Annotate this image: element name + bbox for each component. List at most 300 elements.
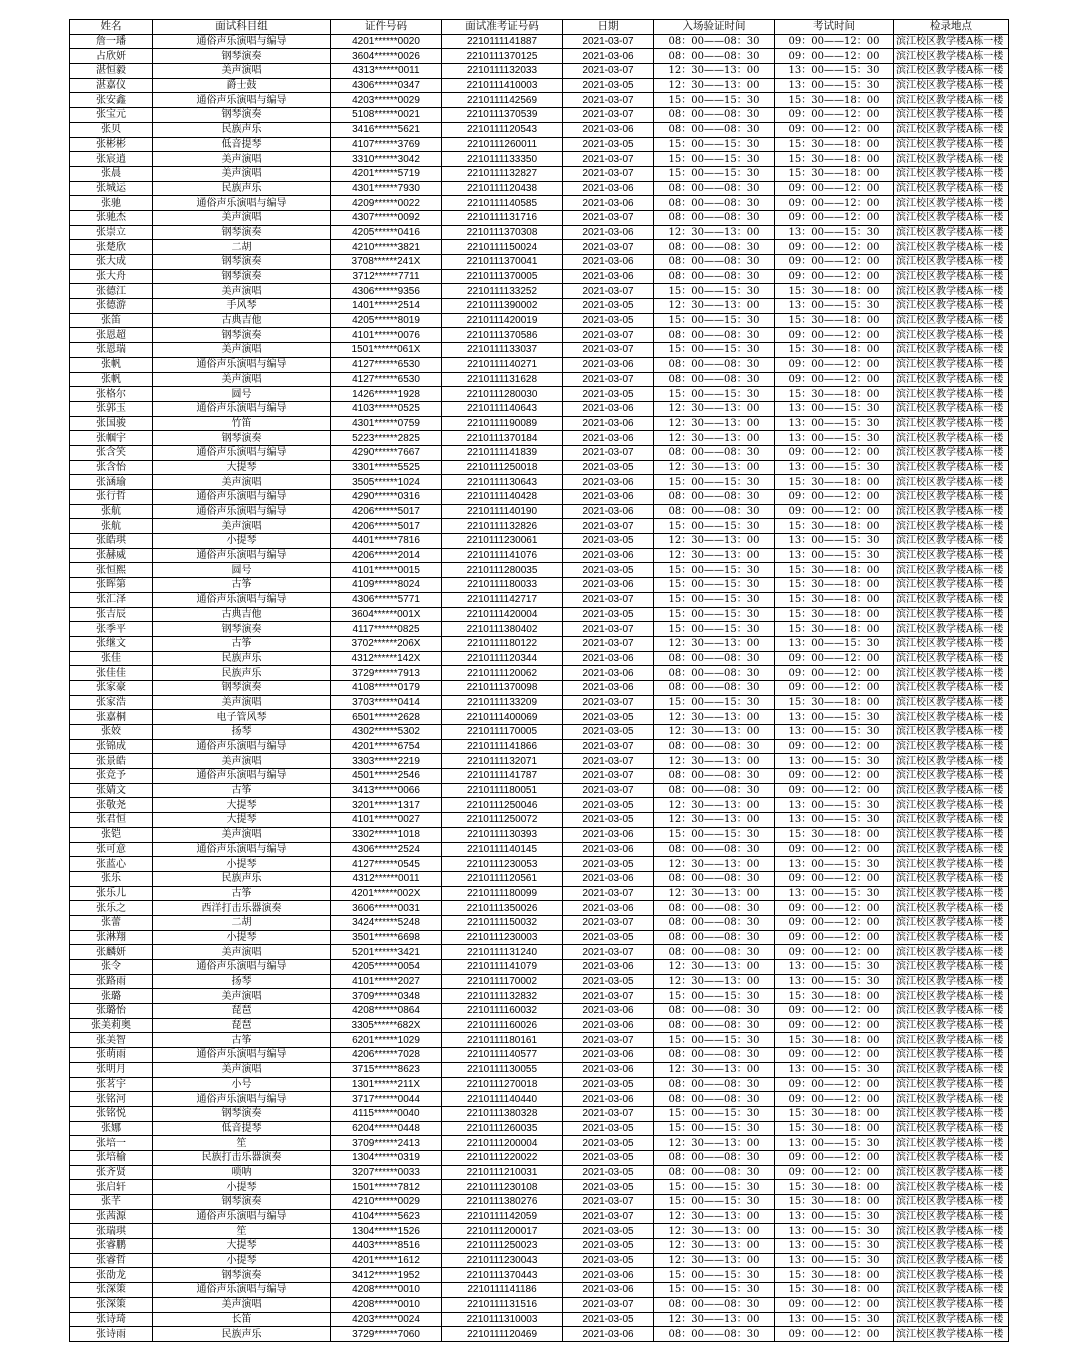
table-row	[70, 548, 1009, 563]
subject-cell: 民族打击乐器演奏	[153, 1150, 331, 1165]
subject-cell: 古筝	[153, 636, 331, 651]
table-row	[70, 1180, 1009, 1195]
exam-time-cell: 09：00——12：00	[775, 651, 894, 666]
ticket-number-cell: 2210111420004	[442, 607, 563, 622]
table-row	[70, 1092, 1009, 1107]
exam-time-cell: 13：00——15：30	[775, 64, 894, 79]
exam-time-cell: 13：00——15：30	[775, 1062, 894, 1077]
ticket-number-cell: 2210111132071	[442, 754, 563, 769]
exam-time-cell: 13：00——15：30	[775, 1312, 894, 1327]
table-row	[70, 152, 1009, 167]
table-row	[70, 607, 1009, 622]
location-cell: 滨江校区教学楼A栋一楼	[894, 122, 1009, 137]
date-cell: 2021-03-06	[563, 960, 654, 975]
date-cell: 2021-03-05	[563, 460, 654, 475]
exam-time-cell: 15：30——18：00	[775, 592, 894, 607]
name-cell: 张璐怡	[70, 1004, 153, 1019]
entry-time-cell: 15：00——15：30	[654, 578, 775, 593]
location-cell: 滨江校区教学楼A栋一楼	[894, 769, 1009, 784]
date-cell: 2021-03-07	[563, 783, 654, 798]
ticket-number-cell: 2210111140585	[442, 196, 563, 211]
entry-time-cell: 12：30——13：00	[654, 1224, 775, 1239]
name-cell: 张启轩	[70, 1180, 153, 1195]
id-number-cell: 4127******6530	[331, 372, 442, 387]
table-row	[70, 1150, 1009, 1165]
entry-time-cell: 15：00——15：30	[654, 1033, 775, 1048]
id-number-cell: 4205******0054	[331, 960, 442, 975]
exam-time-cell: 15：30——18：00	[775, 1268, 894, 1283]
name-cell: 张乐	[70, 871, 153, 886]
name-cell: 张航	[70, 519, 153, 534]
location-cell: 滨江校区教学楼A栋一楼	[894, 1136, 1009, 1151]
exam-time-cell: 13：00——15：30	[775, 78, 894, 93]
ticket-number-cell: 2210111120561	[442, 871, 563, 886]
id-number-cell: 4127******6530	[331, 357, 442, 372]
name-cell: 詹一璠	[70, 34, 153, 49]
location-cell: 滨江校区教学楼A栋一楼	[894, 622, 1009, 637]
subject-cell: 美声演唱	[153, 1062, 331, 1077]
name-cell: 张铭悦	[70, 1106, 153, 1121]
entry-time-cell: 08：00——08：30	[654, 372, 775, 387]
location-cell: 滨江校区教学楼A栋一楼	[894, 989, 1009, 1004]
name-cell: 张麟妍	[70, 945, 153, 960]
date-cell: 2021-03-06	[563, 666, 654, 681]
location-cell: 滨江校区教学楼A栋一楼	[894, 1268, 1009, 1283]
exam-time-cell: 15：30——18：00	[775, 313, 894, 328]
ticket-number-cell: 2210111250046	[442, 798, 563, 813]
subject-cell: 笙	[153, 1136, 331, 1151]
subject-cell: 唢呐	[153, 1165, 331, 1180]
table-row	[70, 1004, 1009, 1019]
ticket-number-cell: 2210111350026	[442, 901, 563, 916]
exam-time-cell: 13：00——15：30	[775, 299, 894, 314]
exam-time-cell: 09：00——12：00	[775, 445, 894, 460]
subject-cell: 钢琴演奏	[153, 431, 331, 446]
exam-time-cell: 09：00——12：00	[775, 240, 894, 255]
exam-time-cell: 15：30——18：00	[775, 989, 894, 1004]
location-cell: 滨江校区教学楼A栋一楼	[894, 196, 1009, 211]
entry-time-cell: 15：00——15：30	[654, 313, 775, 328]
location-cell: 滨江校区教学楼A栋一楼	[894, 490, 1009, 505]
entry-time-cell: 15：00——15：30	[654, 1106, 775, 1121]
location-cell: 滨江校区教学楼A栋一楼	[894, 1092, 1009, 1107]
date-cell: 2021-03-06	[563, 1018, 654, 1033]
ticket-number-cell: 2210111132832	[442, 989, 563, 1004]
name-cell: 张姣	[70, 725, 153, 740]
header-exam-time: 考试时间	[775, 20, 894, 35]
date-cell: 2021-03-05	[563, 813, 654, 828]
table-row	[70, 431, 1009, 446]
entry-time-cell: 12：30——13：00	[654, 225, 775, 240]
subject-cell: 古筝	[153, 886, 331, 901]
id-number-cell: 3501******6698	[331, 930, 442, 945]
location-cell: 滨江校区教学楼A栋一楼	[894, 739, 1009, 754]
ticket-number-cell: 2210111380276	[442, 1195, 563, 1210]
id-number-cell: 3201******1317	[331, 798, 442, 813]
entry-time-cell: 12：30——13：00	[654, 813, 775, 828]
exam-time-cell: 09：00——12：00	[775, 34, 894, 49]
table-row	[70, 1121, 1009, 1136]
id-number-cell: 4206******5017	[331, 504, 442, 519]
subject-cell: 小提琴	[153, 930, 331, 945]
date-cell: 2021-03-07	[563, 34, 654, 49]
id-number-cell: 3416******5621	[331, 122, 442, 137]
date-cell: 2021-03-06	[563, 122, 654, 137]
entry-time-cell: 08：00——08：30	[654, 945, 775, 960]
date-cell: 2021-03-06	[563, 901, 654, 916]
ticket-number-cell: 2210111120469	[442, 1327, 563, 1342]
location-cell: 滨江校区教学楼A栋一楼	[894, 636, 1009, 651]
date-cell: 2021-03-07	[563, 152, 654, 167]
id-number-cell: 3305******682X	[331, 1018, 442, 1033]
date-cell: 2021-03-07	[563, 93, 654, 108]
ticket-number-cell: 2210111220022	[442, 1150, 563, 1165]
exam-time-cell: 13：00——15：30	[775, 813, 894, 828]
location-cell: 滨江校区教学楼A栋一楼	[894, 1239, 1009, 1254]
location-cell: 滨江校区教学楼A栋一楼	[894, 1312, 1009, 1327]
entry-time-cell: 12：30——13：00	[654, 710, 775, 725]
name-cell: 张崇立	[70, 225, 153, 240]
exam-time-cell: 15：30——18：00	[775, 695, 894, 710]
location-cell: 滨江校区教学楼A栋一楼	[894, 299, 1009, 314]
name-cell: 张瑞琪	[70, 1224, 153, 1239]
exam-time-cell: 15：30——18：00	[775, 152, 894, 167]
date-cell: 2021-03-07	[563, 372, 654, 387]
name-cell: 张郭玉	[70, 401, 153, 416]
id-number-cell: 1501******7812	[331, 1180, 442, 1195]
exam-time-cell: 09：00——12：00	[775, 108, 894, 123]
table-row	[70, 519, 1009, 534]
ticket-number-cell: 2210111141076	[442, 548, 563, 563]
table-row	[70, 960, 1009, 975]
id-number-cell: 1301******211X	[331, 1077, 442, 1092]
ticket-number-cell: 2210111141866	[442, 739, 563, 754]
name-cell: 张敬尧	[70, 798, 153, 813]
ticket-number-cell: 2210111270018	[442, 1077, 563, 1092]
id-number-cell: 6501******2628	[331, 710, 442, 725]
id-number-cell: 6201******1029	[331, 1033, 442, 1048]
exam-time-cell: 09：00——12：00	[775, 930, 894, 945]
entry-time-cell: 12：30——13：00	[654, 78, 775, 93]
location-cell: 滨江校区教学楼A栋一楼	[894, 725, 1009, 740]
id-number-cell: 3606******0031	[331, 901, 442, 916]
subject-cell: 笙	[153, 1224, 331, 1239]
date-cell: 2021-03-05	[563, 534, 654, 549]
date-cell: 2021-03-07	[563, 915, 654, 930]
date-cell: 2021-03-06	[563, 680, 654, 695]
id-number-cell: 3703******0414	[331, 695, 442, 710]
exam-time-cell: 13：00——15：30	[775, 1136, 894, 1151]
exam-time-cell: 13：00——15：30	[775, 710, 894, 725]
subject-cell: 美声演唱	[153, 1297, 331, 1312]
id-number-cell: 4290******0316	[331, 490, 442, 505]
table-row	[70, 725, 1009, 740]
subject-cell: 通俗声乐演唱与编导	[153, 1092, 331, 1107]
name-cell: 张深策	[70, 1283, 153, 1298]
table-row	[70, 49, 1009, 64]
exam-time-cell: 09：00——12：00	[775, 680, 894, 695]
subject-cell: 钢琴演奏	[153, 622, 331, 637]
id-number-cell: 3303******2219	[331, 754, 442, 769]
entry-time-cell: 12：30——13：00	[654, 460, 775, 475]
table-row	[70, 1327, 1009, 1342]
table-row	[70, 240, 1009, 255]
subject-cell: 扬琴	[153, 974, 331, 989]
ticket-number-cell: 2210111133209	[442, 695, 563, 710]
entry-time-cell: 12：30——13：00	[654, 534, 775, 549]
exam-time-cell: 09：00——12：00	[775, 181, 894, 196]
exam-time-cell: 13：00——15：30	[775, 725, 894, 740]
header-date: 日期	[563, 20, 654, 35]
id-number-cell: 4290******7667	[331, 445, 442, 460]
table-row	[70, 225, 1009, 240]
entry-time-cell: 08：00——08：30	[654, 328, 775, 343]
date-cell: 2021-03-06	[563, 196, 654, 211]
table-row	[70, 901, 1009, 916]
subject-cell: 美声演唱	[153, 989, 331, 1004]
date-cell: 2021-03-05	[563, 1165, 654, 1180]
table-row	[70, 93, 1009, 108]
date-cell: 2021-03-06	[563, 1283, 654, 1298]
name-cell: 张城运	[70, 181, 153, 196]
location-cell: 滨江校区教学楼A栋一楼	[894, 284, 1009, 299]
entry-time-cell: 15：00——15：30	[654, 1283, 775, 1298]
table-row	[70, 416, 1009, 431]
location-cell: 滨江校区教学楼A栋一楼	[894, 240, 1009, 255]
name-cell: 张茜源	[70, 1209, 153, 1224]
subject-cell: 长笛	[153, 1312, 331, 1327]
ticket-number-cell: 2210111410003	[442, 78, 563, 93]
name-cell: 张明月	[70, 1062, 153, 1077]
location-cell: 滨江校区教学楼A栋一楼	[894, 842, 1009, 857]
name-cell: 张彬彬	[70, 137, 153, 152]
entry-time-cell: 15：00——15：30	[654, 166, 775, 181]
location-cell: 滨江校区教学楼A栋一楼	[894, 210, 1009, 225]
table-row	[70, 284, 1009, 299]
table-row	[70, 401, 1009, 416]
date-cell: 2021-03-06	[563, 827, 654, 842]
entry-time-cell: 08：00——08：30	[654, 901, 775, 916]
exam-time-cell: 09：00——12：00	[775, 372, 894, 387]
ticket-number-cell: 2210111260011	[442, 137, 563, 152]
location-cell: 滨江校区教学楼A栋一楼	[894, 137, 1009, 152]
name-cell: 张齐贤	[70, 1165, 153, 1180]
date-cell: 2021-03-05	[563, 1253, 654, 1268]
id-number-cell: 3717******0044	[331, 1092, 442, 1107]
name-cell: 张令	[70, 960, 153, 975]
date-cell: 2021-03-05	[563, 1136, 654, 1151]
table-row	[70, 592, 1009, 607]
entry-time-cell: 08：00——08：30	[654, 1150, 775, 1165]
location-cell: 滨江校区教学楼A栋一楼	[894, 152, 1009, 167]
location-cell: 滨江校区教学楼A栋一楼	[894, 1327, 1009, 1342]
id-number-cell: 5108******0021	[331, 108, 442, 123]
id-number-cell: 3207******0033	[331, 1165, 442, 1180]
id-number-cell: 3301******5525	[331, 460, 442, 475]
name-cell: 张佳佳	[70, 666, 153, 681]
date-cell: 2021-03-06	[563, 1004, 654, 1019]
ticket-number-cell: 2210111180161	[442, 1033, 563, 1048]
date-cell: 2021-03-07	[563, 284, 654, 299]
ticket-number-cell: 2210111250023	[442, 1239, 563, 1254]
location-cell: 滨江校区教学楼A栋一楼	[894, 1195, 1009, 1210]
entry-time-cell: 08：00——08：30	[654, 1297, 775, 1312]
subject-cell: 钢琴演奏	[153, 328, 331, 343]
name-cell: 张培榆	[70, 1150, 153, 1165]
name-cell: 张家豪	[70, 680, 153, 695]
table-row	[70, 857, 1009, 872]
table-row	[70, 739, 1009, 754]
exam-time-cell: 13：00——15：30	[775, 225, 894, 240]
subject-cell: 古典吉他	[153, 313, 331, 328]
subject-cell: 古筝	[153, 578, 331, 593]
entry-time-cell: 08：00——08：30	[654, 739, 775, 754]
exam-time-cell: 09：00——12：00	[775, 210, 894, 225]
location-cell: 滨江校区教学楼A栋一楼	[894, 680, 1009, 695]
exam-time-cell: 13：00——15：30	[775, 857, 894, 872]
name-cell: 张佳	[70, 651, 153, 666]
entry-time-cell: 12：30——13：00	[654, 1062, 775, 1077]
entry-time-cell: 12：30——13：00	[654, 857, 775, 872]
date-cell: 2021-03-05	[563, 299, 654, 314]
ticket-number-cell: 2210111190089	[442, 416, 563, 431]
ticket-number-cell: 2210111131240	[442, 945, 563, 960]
location-cell: 滨江校区教学楼A栋一楼	[894, 255, 1009, 270]
table-row	[70, 196, 1009, 211]
subject-cell: 琵琶	[153, 1018, 331, 1033]
entry-time-cell: 15：00——15：30	[654, 827, 775, 842]
date-cell: 2021-03-07	[563, 328, 654, 343]
name-cell: 张君恒	[70, 813, 153, 828]
subject-cell: 民族声乐	[153, 1327, 331, 1342]
entry-time-cell: 12：30——13：00	[654, 1136, 775, 1151]
exam-time-cell: 09：00——12：00	[775, 1327, 894, 1342]
exam-time-cell: 15：30——18：00	[775, 343, 894, 358]
name-cell: 张晖第	[70, 578, 153, 593]
location-cell: 滨江校区教学楼A栋一楼	[894, 695, 1009, 710]
table-row	[70, 915, 1009, 930]
ticket-number-cell: 2210111141186	[442, 1283, 563, 1298]
location-cell: 滨江校区教学楼A栋一楼	[894, 166, 1009, 181]
date-cell: 2021-03-07	[563, 769, 654, 784]
date-cell: 2021-03-06	[563, 357, 654, 372]
id-number-cell: 3604******0026	[331, 49, 442, 64]
ticket-number-cell: 2210111180051	[442, 783, 563, 798]
table-row	[70, 974, 1009, 989]
name-cell: 张赫威	[70, 548, 153, 563]
subject-cell: 通俗声乐演唱与编导	[153, 739, 331, 754]
name-cell: 张汇泽	[70, 592, 153, 607]
location-cell: 滨江校区教学楼A栋一楼	[894, 108, 1009, 123]
name-cell: 张竞予	[70, 769, 153, 784]
date-cell: 2021-03-07	[563, 1297, 654, 1312]
date-cell: 2021-03-05	[563, 974, 654, 989]
table-row	[70, 445, 1009, 460]
entry-time-cell: 08：00——08：30	[654, 1327, 775, 1342]
date-cell: 2021-03-05	[563, 725, 654, 740]
ticket-number-cell: 2210111131516	[442, 1297, 563, 1312]
date-cell: 2021-03-07	[563, 343, 654, 358]
table-row	[70, 651, 1009, 666]
table-row	[70, 34, 1009, 49]
exam-time-cell: 09：00——12：00	[775, 1048, 894, 1063]
location-cell: 滨江校区教学楼A栋一楼	[894, 857, 1009, 872]
name-cell: 张大成	[70, 255, 153, 270]
ticket-number-cell: 2210111142717	[442, 592, 563, 607]
exam-time-cell: 13：00——15：30	[775, 798, 894, 813]
name-cell: 张嘉桐	[70, 710, 153, 725]
location-cell: 滨江校区教学楼A栋一楼	[894, 1224, 1009, 1239]
date-cell: 2021-03-05	[563, 78, 654, 93]
subject-cell: 美声演唱	[153, 152, 331, 167]
entry-time-cell: 08：00——08：30	[654, 930, 775, 945]
date-cell: 2021-03-06	[563, 401, 654, 416]
table-row	[70, 1018, 1009, 1033]
ticket-number-cell: 2210111180122	[442, 636, 563, 651]
subject-cell: 琵琶	[153, 1004, 331, 1019]
subject-cell: 通俗声乐演唱与编导	[153, 93, 331, 108]
date-cell: 2021-03-07	[563, 1195, 654, 1210]
exam-time-cell: 13：00——15：30	[775, 534, 894, 549]
name-cell: 张恩瑞	[70, 343, 153, 358]
name-cell: 张铠	[70, 827, 153, 842]
date-cell: 2021-03-05	[563, 930, 654, 945]
name-cell: 张劭龙	[70, 1268, 153, 1283]
entry-time-cell: 08：00——08：30	[654, 680, 775, 695]
id-number-cell: 4201******6754	[331, 739, 442, 754]
ticket-number-cell: 2210111200017	[442, 1224, 563, 1239]
subject-cell: 低音提琴	[153, 137, 331, 152]
table-row	[70, 636, 1009, 651]
date-cell: 2021-03-07	[563, 108, 654, 123]
date-cell: 2021-03-07	[563, 1209, 654, 1224]
location-cell: 滨江校区教学楼A栋一楼	[894, 886, 1009, 901]
subject-cell: 通俗声乐演唱与编导	[153, 34, 331, 49]
subject-cell: 通俗声乐演唱与编导	[153, 1283, 331, 1298]
location-cell: 滨江校区教学楼A栋一楼	[894, 945, 1009, 960]
entry-time-cell: 15：00——15：30	[654, 592, 775, 607]
exam-time-cell: 09：00——12：00	[775, 1004, 894, 1019]
location-cell: 滨江校区教学楼A栋一楼	[894, 871, 1009, 886]
exam-time-cell: 13：00——15：30	[775, 460, 894, 475]
date-cell: 2021-03-07	[563, 240, 654, 255]
location-cell: 滨江校区教学楼A栋一楼	[894, 974, 1009, 989]
id-number-cell: 4203******0029	[331, 93, 442, 108]
ticket-number-cell: 2210111160032	[442, 1004, 563, 1019]
name-cell: 张继文	[70, 636, 153, 651]
entry-time-cell: 12：30——13：00	[654, 64, 775, 79]
entry-time-cell: 15：00——15：30	[654, 1180, 775, 1195]
entry-time-cell: 08：00——08：30	[654, 255, 775, 270]
exam-time-cell: 15：30——18：00	[775, 284, 894, 299]
name-cell: 张蕾	[70, 915, 153, 930]
location-cell: 滨江校区教学楼A栋一楼	[894, 813, 1009, 828]
location-cell: 滨江校区教学楼A栋一楼	[894, 563, 1009, 578]
ticket-number-cell: 2210111370125	[442, 49, 563, 64]
subject-cell: 美声演唱	[153, 827, 331, 842]
date-cell: 2021-03-05	[563, 1312, 654, 1327]
table-row	[70, 710, 1009, 725]
name-cell: 张深策	[70, 1297, 153, 1312]
exam-time-cell: 13：00——15：30	[775, 886, 894, 901]
subject-cell: 美声演唱	[153, 475, 331, 490]
location-cell: 滨江校区教学楼A栋一楼	[894, 827, 1009, 842]
id-number-cell: 3709******0348	[331, 989, 442, 1004]
location-cell: 滨江校区教学楼A栋一楼	[894, 1033, 1009, 1048]
id-number-cell: 4115******0040	[331, 1106, 442, 1121]
table-row	[70, 886, 1009, 901]
date-cell: 2021-03-07	[563, 1106, 654, 1121]
